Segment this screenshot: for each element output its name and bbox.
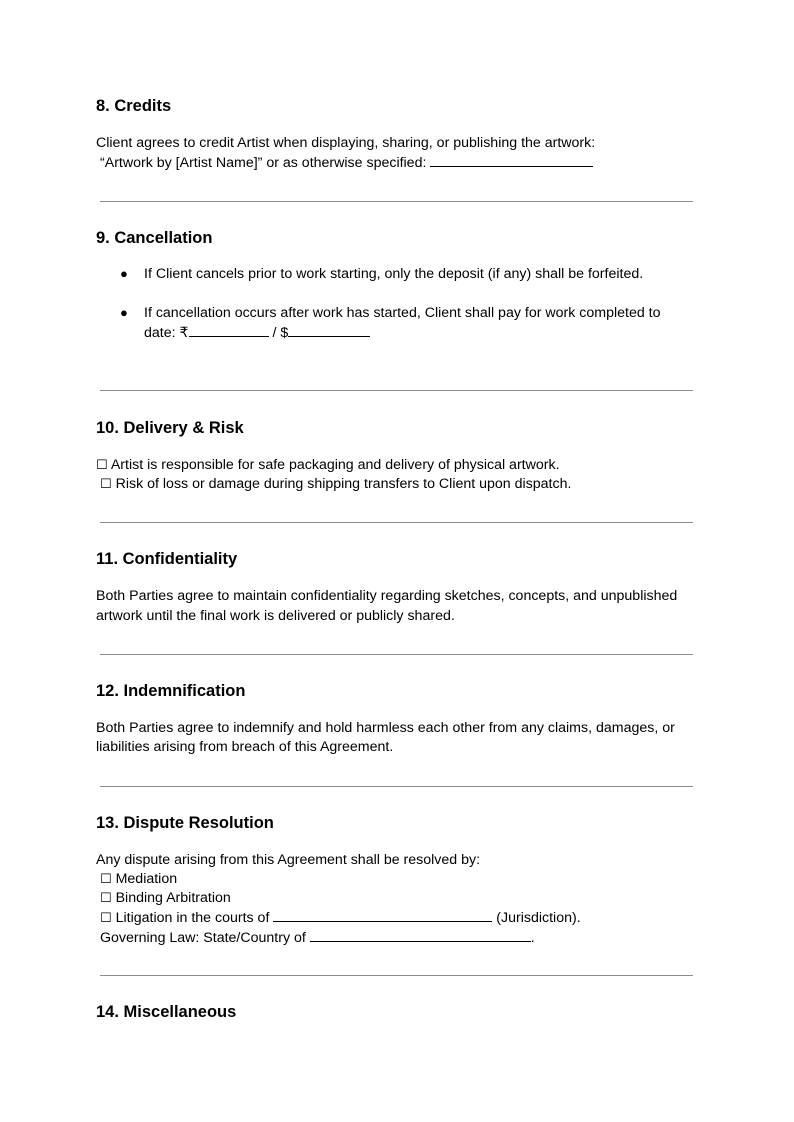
artist-name-blank[interactable] (430, 153, 593, 167)
section-12-line-2: liabilities arising from breach of this Agreement. (96, 739, 394, 755)
section-8-line-2-text: “Artwork by [Artist Name]” or as otherwise specified: (100, 155, 431, 171)
section-9-bullet-2-line-2 (144, 323, 370, 342)
checkbox-icon[interactable]: ☐ (100, 891, 112, 906)
section-10-heading: 10. Delivery & Risk (96, 419, 244, 437)
litigation-label: Litigation in the courts of (111, 910, 274, 926)
section-10-option-1-label: Artist is responsible for safe packaging and delivery of physical artwork. (107, 457, 560, 473)
divider (100, 201, 693, 202)
divider (100, 786, 693, 787)
dollar-amount-blank[interactable] (288, 323, 370, 337)
section-8-line-2 (100, 153, 593, 172)
section-13-option-arbitration (100, 889, 231, 908)
jurisdiction-blank[interactable] (273, 908, 492, 922)
divider (100, 522, 693, 523)
section-13-option-litigation (100, 908, 581, 928)
checkbox-icon[interactable]: ☐ (100, 477, 112, 492)
section-8-line-1: Client agrees to credit Artist when displaying, sharing, or publishing the artwork: (96, 135, 596, 151)
section-11-line-2: artwork until the final work is delivered or publicly shared. (96, 608, 455, 624)
checkbox-icon[interactable]: ☐ (100, 911, 112, 926)
governing-law-label: Governing Law: State/Country of (100, 930, 310, 946)
divider (100, 975, 693, 976)
section-9-bullet-2-line-1: If cancellation occurs after work has started, Client shall pay for work completed to (144, 305, 661, 321)
governing-law-blank[interactable] (310, 928, 531, 942)
section-9-separator: / $ (268, 325, 289, 341)
mediation-label: Mediation (111, 871, 178, 887)
section-9-date-label: date: ₹ (144, 325, 189, 341)
section-8-heading: 8. Credits (96, 97, 172, 115)
section-9-heading: 9. Cancellation (96, 229, 213, 247)
bullet-icon: ● (120, 305, 128, 320)
section-10-option-2-label: Risk of loss or damage during shipping transfers to Client upon dispatch. (111, 476, 572, 492)
section-13-governing-law (100, 928, 535, 947)
section-9-bullet-1: If Client cancels prior to work starting, only the deposit (if any) shall be forfeited. (144, 266, 644, 282)
section-11-heading: 11. Confidentiality (96, 550, 238, 568)
arbitration-label: Binding Arbitration (111, 890, 231, 906)
bullet-icon: ● (120, 266, 128, 281)
section-12-heading: 12. Indemnification (96, 682, 246, 700)
rupee-amount-blank[interactable] (189, 323, 269, 337)
checkbox-icon[interactable]: ☐ (100, 872, 112, 887)
section-13-option-mediation (100, 870, 177, 889)
section-12-line-1: Both Parties agree to indemnify and hold harmless each other from any claims, damages, or (96, 720, 675, 736)
checkbox-icon[interactable]: ☐ (96, 458, 108, 473)
divider (100, 390, 693, 391)
governing-law-suffix: . (530, 930, 535, 946)
section-13-heading: 13. Dispute Resolution (96, 814, 274, 832)
section-10-option-2 (100, 475, 571, 494)
section-13-intro: Any dispute arising from this Agreement shall be resolved by: (96, 852, 481, 868)
section-11-line-1: Both Parties agree to maintain confidentiality regarding sketches, concepts, and unpublished (96, 588, 678, 604)
section-10-option-1 (96, 456, 560, 475)
divider (100, 654, 693, 655)
jurisdiction-suffix: (Jurisdiction). (492, 910, 581, 926)
section-14-heading: 14. Miscellaneous (96, 1003, 237, 1021)
